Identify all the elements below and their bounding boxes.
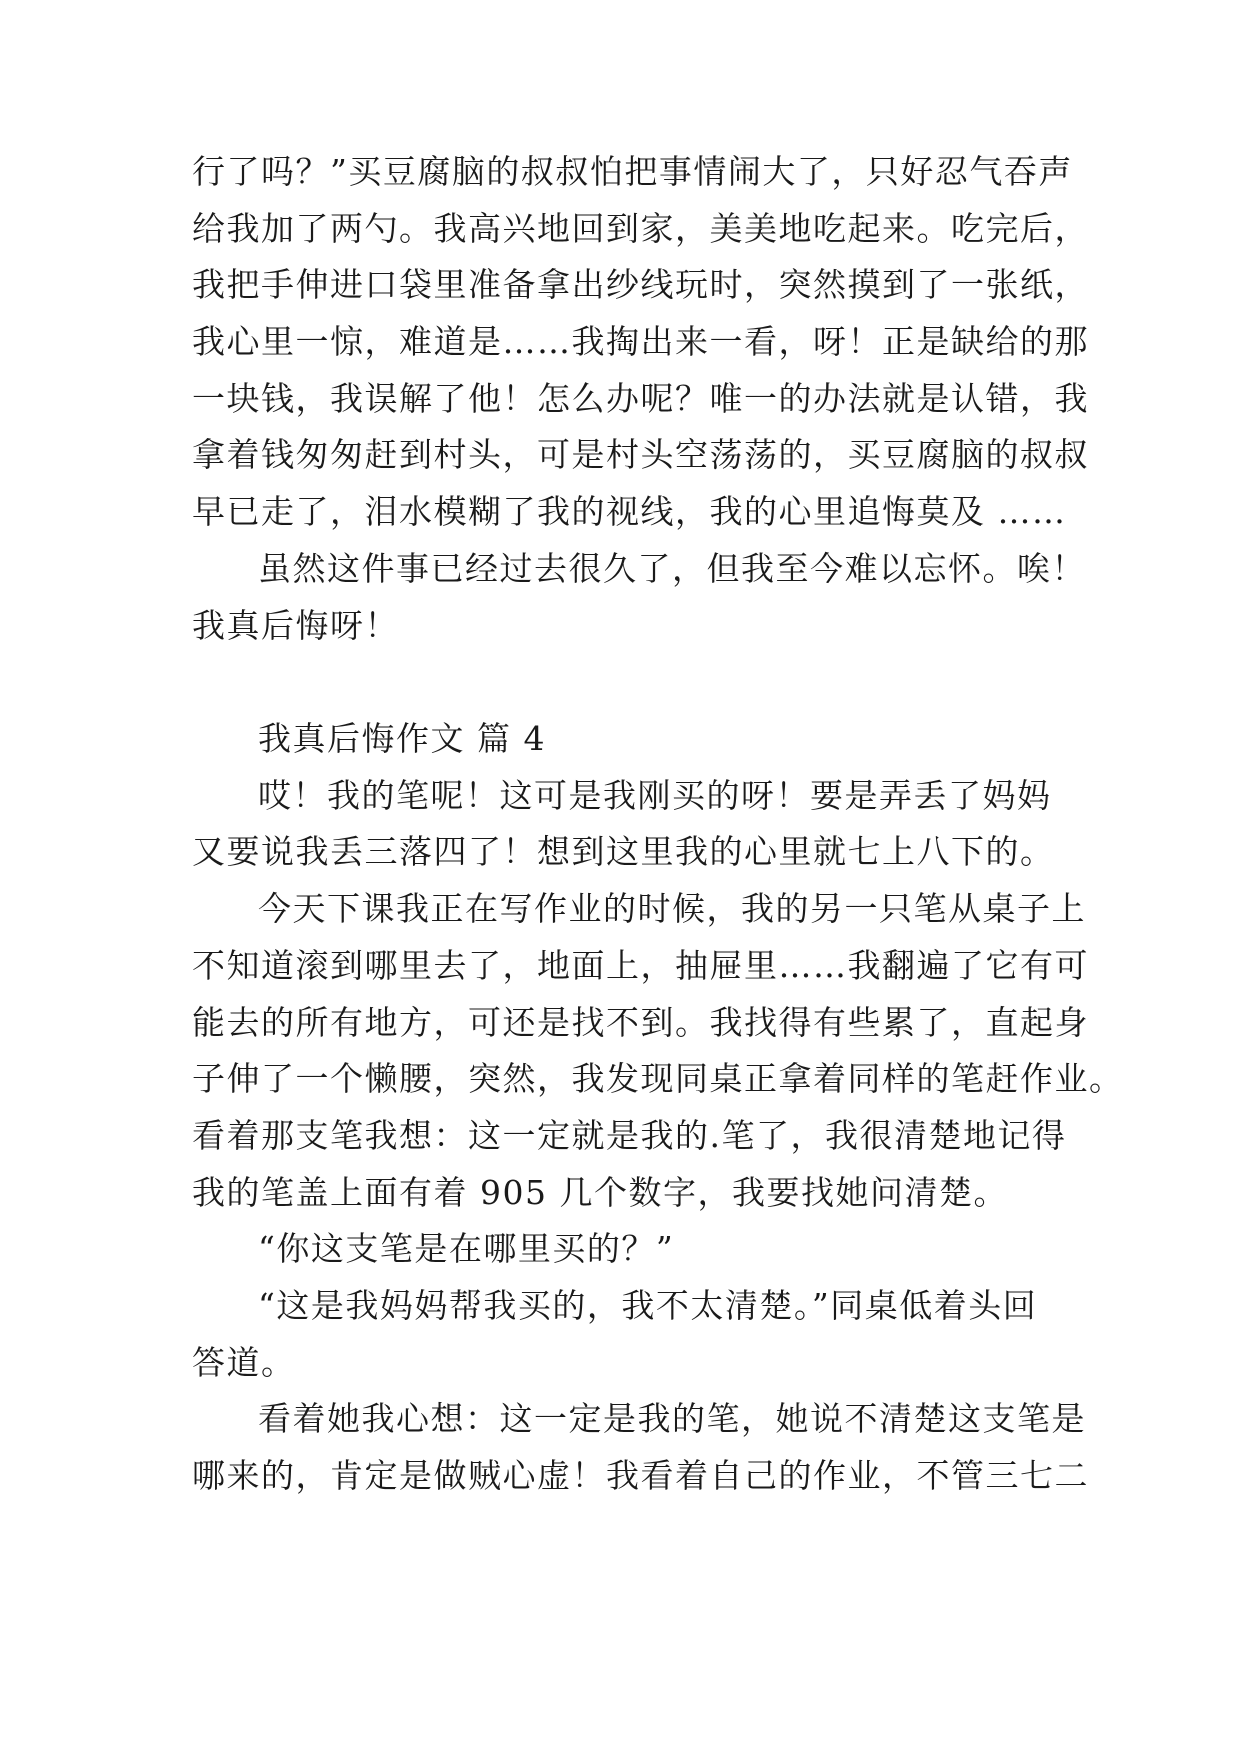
text-line: 哎！我的笔呢！这可是我刚买的呀！要是弄丢了妈妈: [258, 776, 1052, 815]
text-line: 拿着钱匆匆赶到村头，可是村头空荡荡的，买豆腐脑的叔叔: [192, 435, 1089, 474]
text-line: 哪来的，肯定是做贼心虚！我看着自己的作业，不管三七二: [192, 1456, 1089, 1495]
text-line: 子伸了一个懒腰，突然，我发现同桌正拿着同样的笔赶作业。: [192, 1059, 1124, 1098]
text-line: “你这支笔是在哪里买的？”: [258, 1229, 675, 1268]
text-line: 今天下课我正在写作业的时候，我的另一只笔从桌子上: [258, 889, 1086, 928]
text-line: 看着那支笔我想：这一定就是我的.笔了，我很清楚地记得: [192, 1116, 1067, 1155]
text-line: 给我加了两勺。我高兴地回到家，美美地吃起来。吃完后，: [192, 209, 1089, 248]
text-line: 我把手伸进口袋里准备拿出纱线玩时，突然摸到了一张纸，: [192, 265, 1089, 304]
text-line: 又要说我丢三落四了！想到这里我的心里就七上八下的。: [192, 832, 1055, 871]
text-line: 一块钱，我误解了他！怎么办呢？唯一的办法就是认错，我: [192, 379, 1089, 418]
section-heading: 我真后悔作文 篇 4: [258, 719, 546, 758]
text-line: 答道。: [192, 1343, 296, 1382]
text-line: 我心里一惊，难道是……我掏出来一看，呀！正是缺给的那: [192, 322, 1089, 361]
text-line: 我真后悔呀！: [192, 606, 399, 645]
text-line: 早已走了，泪水模糊了我的视线，我的心里追悔莫及 ……: [192, 492, 1067, 531]
text-line: “这是我妈妈帮我买的，我不太清楚。”同桌低着头回: [258, 1286, 1038, 1325]
text-line: 虽然这件事已经过去很久了，但我至今难以忘怀。唉！: [258, 549, 1086, 588]
text-line: 不知道滚到哪里去了，地面上，抽屉里……我翻遍了它有可: [192, 946, 1089, 985]
text-line: 看着她我心想：这一定是我的笔，她说不清楚这支笔是: [258, 1399, 1086, 1438]
text-line: 行了吗？”买豆腐脑的叔叔怕把事情闹大了，只好忍气吞声: [192, 152, 1073, 191]
text-line: 能去的所有地方，可还是找不到。我找得有些累了，直起身: [192, 1003, 1089, 1042]
text-line: 我的笔盖上面有着 905 几个数字，我要找她问清楚。: [192, 1173, 1008, 1212]
